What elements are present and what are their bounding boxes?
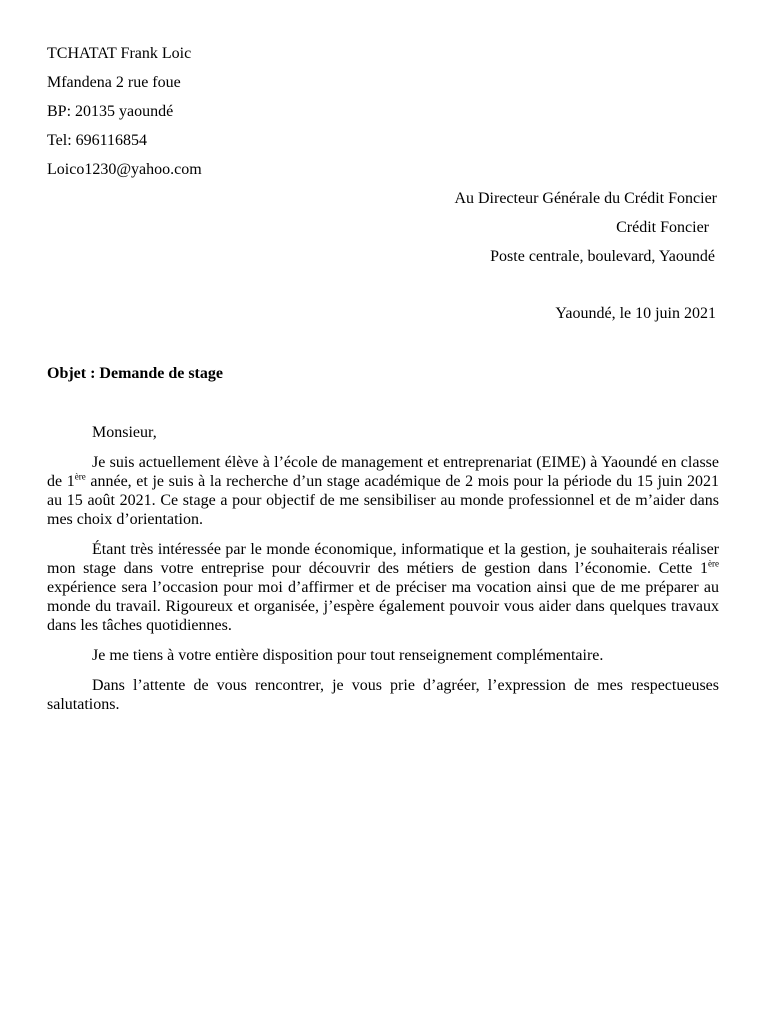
salutation: Monsieur, (92, 424, 157, 441)
sender-email: Loico1230@yahoo.com (47, 161, 202, 178)
paragraph-1-part-a: Je suis actuellement élève à l’école de management et entreprenariat (EIME) à Yaoundé en classe de 1 (47, 454, 719, 490)
paragraph-2-part-a: Étant très intéressée par le monde économique, informatique et la gestion, je souhaiterais réaliser mon stage dans votre entreprise pour découvrir des métiers de gestion dans l’économie. Cette 1 (47, 541, 719, 577)
sender-block (47, 44, 447, 189)
paragraph-1-part-b: année, et je suis à la recherche d’un stage académique de 2 mois pour la période du 15 juin 2021 au 15 août 2021. Ce stage a pour objectif de me sensibiliser au monde professionnel et de m’aider dans mes choix d’orientation. (47, 473, 719, 528)
recipient-line-3: Poste centrale, boulevard, Yaoundé (490, 248, 715, 265)
recipient-line-2: Crédit Foncier (616, 219, 709, 236)
paragraph-1 (47, 453, 719, 529)
sender-address: Mfandena 2 rue foue (47, 74, 181, 91)
letter-body (47, 423, 719, 725)
paragraph-2-superscript: ère (708, 558, 719, 569)
recipient-line-1: Au Directeur Générale du Crédit Foncier (454, 190, 717, 207)
sender-name: TCHATAT Frank Loic (47, 45, 192, 62)
sender-po-box: BP: 20135 yaoundé (47, 103, 174, 120)
sender-phone: Tel: 696116854 (47, 132, 148, 149)
paragraph-2-part-b: expérience sera l’occasion pour moi d’affirmer et de préciser ma vocation ainsi que de me préparer au monde du travail. Rigoureux et organisée, j’espère également pouvoir vous aider dans quelques travaux dans les tâches quotidiennes. (47, 579, 719, 634)
paragraph-2 (47, 540, 719, 635)
paragraph-3: Je me tiens à votre entière disposition pour tout renseignement complémentaire. (92, 647, 604, 664)
paragraph-4: Dans l’attente de vous rencontrer, je vous prie d’agréer, l’expression de mes respectueuses salutations. (47, 677, 719, 713)
recipient-block (297, 189, 717, 276)
paragraph-1-superscript: ère (74, 471, 86, 482)
letter-date: Yaoundé, le 10 juin 2021 (555, 305, 716, 322)
letter-subject: Objet : Demande de stage (47, 365, 223, 382)
